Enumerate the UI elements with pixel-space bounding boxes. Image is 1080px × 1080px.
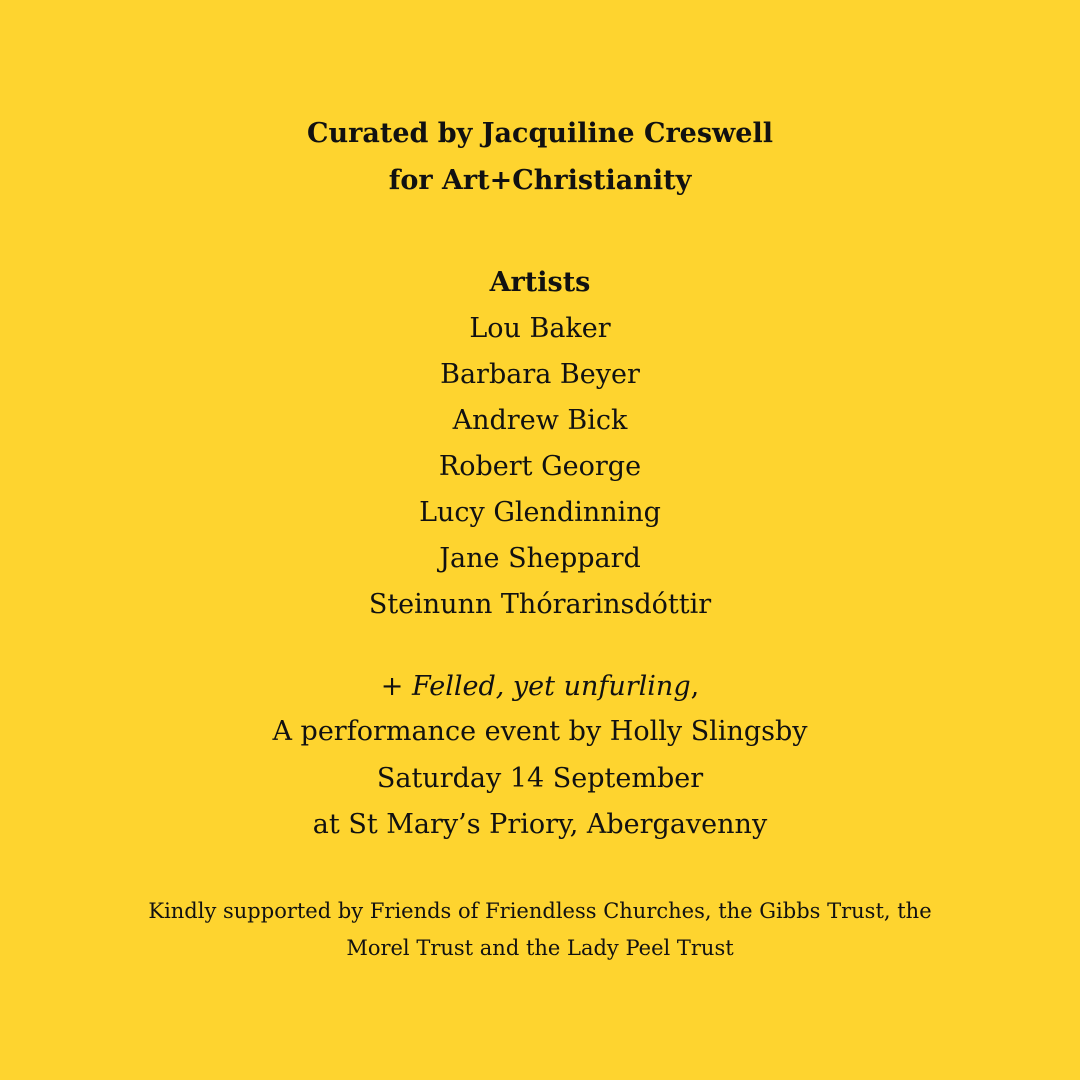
curator-line-1: Curated by Jacquiline Creswell xyxy=(307,118,773,149)
artist-name: Andrew Bick xyxy=(452,405,628,436)
support-line-2: Morel Trust and the Lady Peel Trust xyxy=(346,936,734,960)
artist-name: Lou Baker xyxy=(469,313,611,344)
performance-title-line xyxy=(0,673,1080,700)
artist-name: Lucy Glendinning xyxy=(419,497,661,528)
curator-line-2: for Art+Christianity xyxy=(388,165,692,196)
artist-name: Robert George xyxy=(438,451,642,482)
artist-name: Barbara Beyer xyxy=(440,359,640,390)
performance-date: Saturday 14 September xyxy=(376,763,704,794)
performance-prefix: + xyxy=(380,671,412,702)
artists-heading: Artists xyxy=(489,267,591,298)
performance-description: A performance event by Holly Slingsby xyxy=(272,716,808,747)
performance-venue: at St Mary’s Priory, Abergavenny xyxy=(312,809,768,840)
artist-name: Jane Sheppard xyxy=(439,543,641,574)
artist-name: Steinunn Thórarinsdóttir xyxy=(368,589,712,620)
performance-suffix: , xyxy=(690,671,700,702)
artists-list xyxy=(0,306,1080,628)
artists-section xyxy=(0,260,1080,628)
support-line-1: Kindly supported by Friends of Friendless Churches, the Gibbs Trust, the xyxy=(148,899,932,923)
performance-title: Felled, yet unfurling xyxy=(412,671,691,702)
